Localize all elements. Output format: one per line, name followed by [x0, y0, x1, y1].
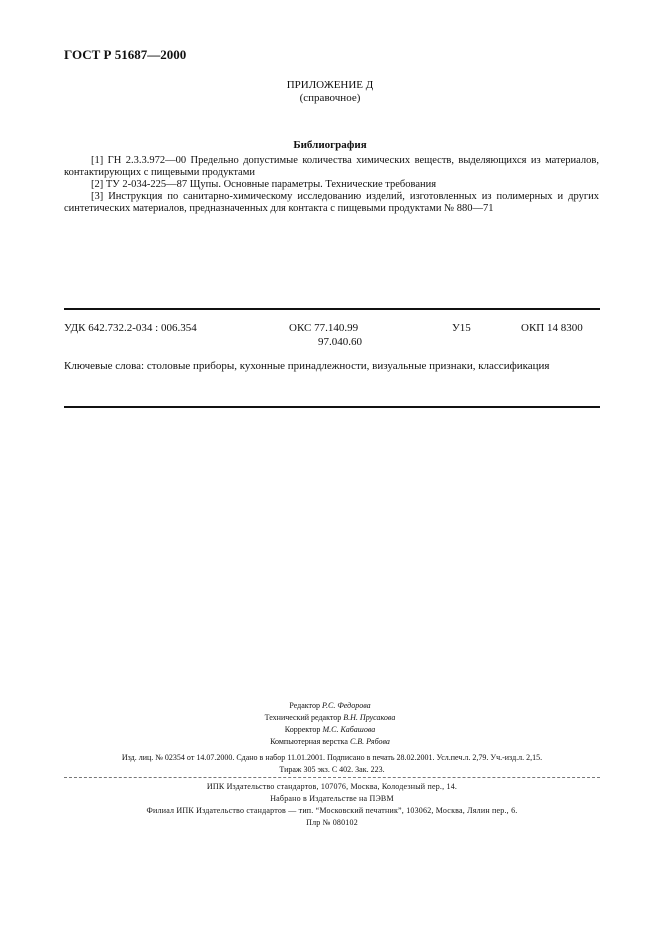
top-divider: [64, 308, 600, 310]
bibliography-list: [64, 155, 599, 215]
credit-name: М.С. Кабашова: [322, 725, 376, 734]
publisher-line: ИПК Издательство стандартов, 107076, Москва, Колодезный пер., 14.: [206, 782, 458, 791]
publisher-line: Плр № 080102: [306, 818, 358, 827]
oks-code: ОКС 77.140.99: [289, 322, 359, 334]
bibliography-item: [2] ТУ 2-034-225—87 Щупы. Основные параметры. Технические требования: [91, 179, 437, 190]
publisher-line: Набрано в Издательстве на ПЭВМ: [270, 794, 394, 803]
bottom-divider: [64, 406, 600, 408]
bibliography-item: [1] ГН 2.3.3.972—00 Предельно допустимые количества химических веществ, выделяющихся из материалов, контактирующих с пищевыми продуктами: [64, 155, 599, 178]
imprint-line: Тираж 305 экз. С 402. Зак. 223.: [279, 765, 385, 774]
imprint-line: Изд. лиц. № 02354 от 14.07.2000. Сдано в набор 11.01.2001. Подписано в печать 28.02.2001. Усл.печ.л. 2,79. Уч.-изд.л. 2,15.: [121, 753, 543, 762]
bibliography-item: [3] Инструкция по санитарно-химическому исследованию изделий, изготовленных из полимерных и других синтетических материалов, предназначенных для контакта с пищевыми продуктами № 880—71: [64, 191, 599, 214]
udk-code: УДК 642.732.2-034 : 006.354: [64, 322, 197, 334]
bibliography-heading: Библиография: [293, 139, 367, 151]
credits-block: [180, 700, 480, 748]
credit-editor: [180, 700, 480, 712]
credit-name: С.В. Рябова: [349, 737, 390, 746]
credit-tech-editor: [180, 712, 480, 724]
credit-label: Корректор: [284, 725, 321, 734]
credit-label: Компьютерная верстка: [270, 737, 348, 746]
publisher-block: [64, 781, 600, 829]
appendix-subtitle: (справочное): [299, 92, 361, 104]
appendix-title: ПРИЛОЖЕНИЕ Д: [286, 79, 374, 91]
oks-code-secondary: 97.040.60: [318, 336, 362, 348]
credit-label: Технический редактор: [264, 713, 342, 722]
keywords: Ключевые слова: столовые приборы, кухонные принадлежности, визуальные признаки, классификация: [64, 360, 550, 372]
credit-label: Редактор: [289, 701, 320, 710]
credit-layout: [180, 736, 480, 748]
credit-name: В.Н. Прусакова: [343, 713, 396, 722]
u-code: У15: [452, 322, 471, 334]
document-code: ГОСТ Р 51687—2000: [64, 47, 187, 62]
dashed-divider: [64, 777, 600, 778]
credit-corrector: [180, 724, 480, 736]
credit-name: Р.С. Федорова: [321, 701, 371, 710]
publisher-line: Филиал ИПК Издательство стандартов — тип. “Московский печатник”, 103062, Москва, Лялин пер., 6.: [146, 806, 518, 815]
okp-code: ОКП 14 8300: [521, 322, 583, 334]
